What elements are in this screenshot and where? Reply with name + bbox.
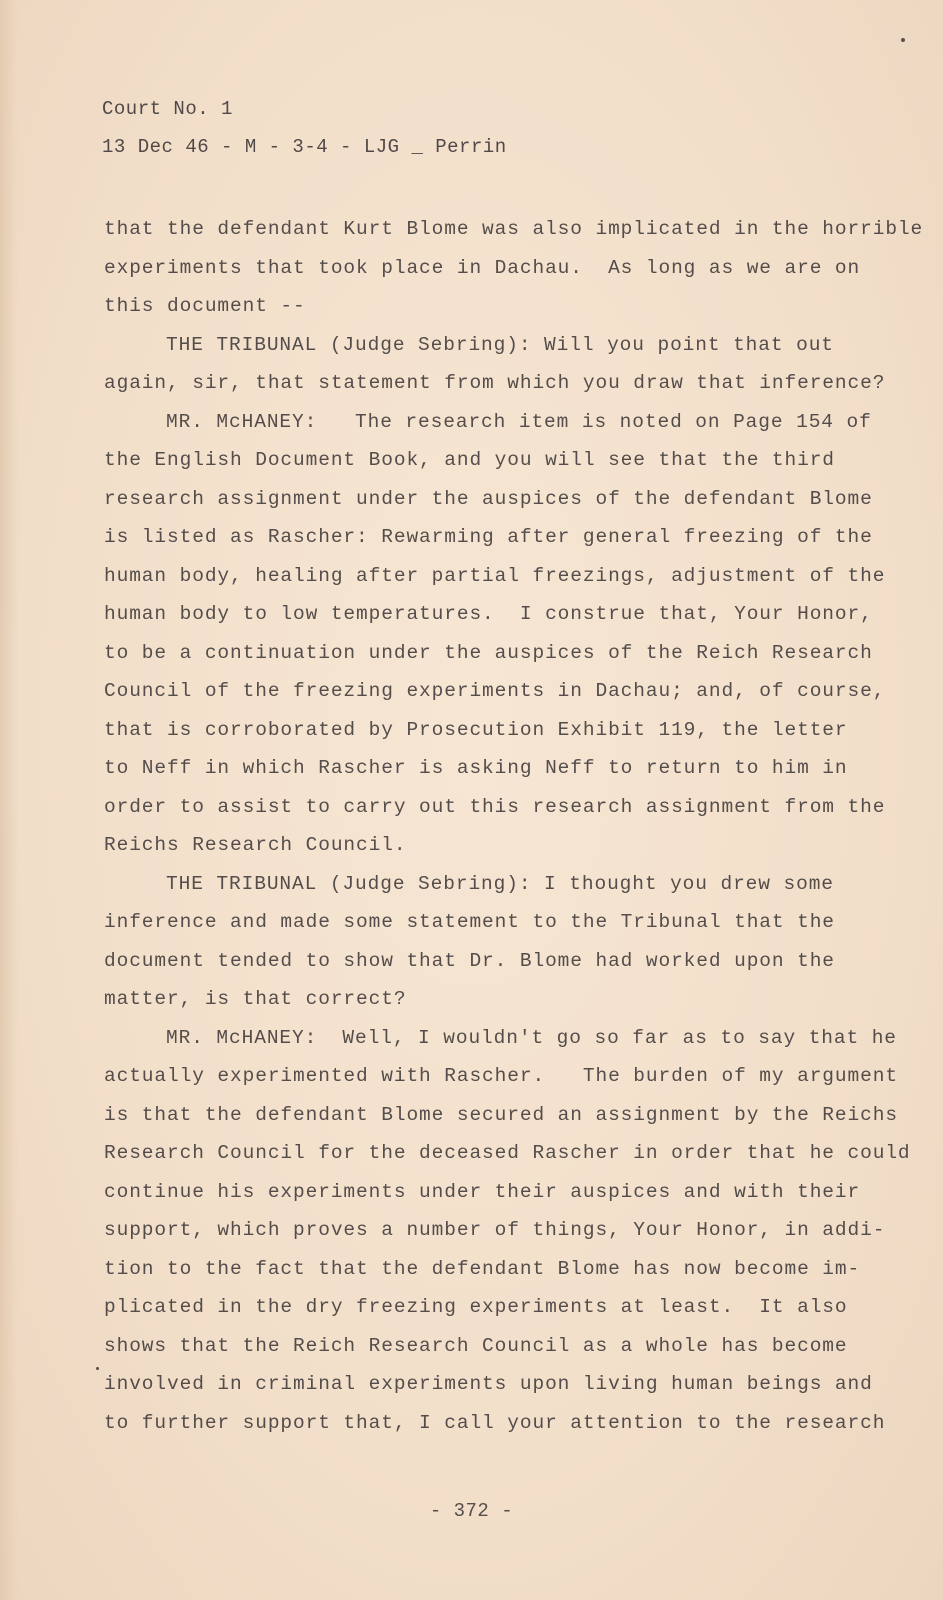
speaker-line: MR. McHANEY: The research item is noted on Page 154 of xyxy=(166,410,872,433)
paper-speck xyxy=(96,1367,99,1370)
page-edge-shadow xyxy=(0,0,18,1600)
transcript-line: research assignment under the auspices of the defendant Blome xyxy=(104,487,873,510)
transcript-line: Reichs Research Council. xyxy=(104,834,407,856)
transcript-line: human body, healing after partial freezings, adjustment of the xyxy=(104,564,886,587)
transcript-line: to further support that, I call your attention to the research xyxy=(104,1411,886,1434)
document-header xyxy=(102,90,507,166)
transcript-line: continue his experiments under their auspices and with their xyxy=(104,1180,861,1203)
transcript-line: that is corroborated by Prosecution Exhibit 119, the letter xyxy=(104,718,848,741)
transcript-line: involved in criminal experiments upon living human beings and xyxy=(104,1373,873,1395)
transcript-line: Research Council for the deceased Rascher in order that he could xyxy=(104,1142,911,1164)
page-number: - 372 - xyxy=(429,1500,514,1522)
paper-speck xyxy=(901,38,905,42)
transcript-line: order to assist to carry out this research assignment from the xyxy=(104,795,886,818)
speaker-line: THE TRIBUNAL (Judge Sebring): Will you point that out xyxy=(166,333,834,356)
session-reference: 13 Dec 46 - M - 3-4 - LJG _ Perrin xyxy=(102,136,507,158)
transcript-line: matter, is that correct? xyxy=(104,988,407,1010)
transcript-line: actually experimented with Rascher. The burden of my argument xyxy=(104,1065,898,1087)
court-number: Court No. 1 xyxy=(102,98,233,120)
transcript-line: inference and made some statement to the Tribunal that the xyxy=(104,911,835,933)
transcript-line: to Neff in which Rascher is asking Neff to return to him in xyxy=(104,757,848,779)
transcript-line: is listed as Rascher: Rewarming after general freezing of the xyxy=(104,526,873,548)
transcript-line: plicated in the dry freezing experiments at least. It also xyxy=(104,1296,848,1318)
transcript-line: again, sir, that statement from which you draw that inference? xyxy=(104,372,886,394)
transcript-line: is that the defendant Blome secured an assignment by the Reichs xyxy=(104,1103,898,1126)
transcript-line: to be a continuation under the auspices of the Reich Research xyxy=(104,641,873,664)
speaker-line: THE TRIBUNAL (Judge Sebring): I thought you drew some xyxy=(166,872,834,895)
transcript-line: tion to the fact that the defendant Blome has now become im- xyxy=(104,1257,861,1280)
transcript-line: support, which proves a number of things, Your Honor, in addi- xyxy=(104,1219,886,1241)
transcript-line: this document -- xyxy=(104,295,306,317)
transcript-line: document tended to show that Dr. Blome had worked upon the xyxy=(104,949,835,972)
transcript-line: the English Document Book, and you will see that the third xyxy=(104,449,835,471)
transcript-line: shows that the Reich Research Council as a whole has become xyxy=(104,1334,848,1357)
transcript-line: that the defendant Kurt Blome was also implicated in the horrible xyxy=(104,218,924,240)
transcript-body xyxy=(104,210,924,1442)
speaker-line: MR. McHANEY: Well, I wouldn't go so far as to say that he xyxy=(166,1026,897,1049)
transcript-line: experiments that took place in Dachau. As long as we are on xyxy=(104,256,861,279)
transcript-line: human body to low temperatures. I construe that, Your Honor, xyxy=(104,603,873,625)
transcript-line: Council of the freezing experiments in Dachau; and, of course, xyxy=(104,680,886,702)
